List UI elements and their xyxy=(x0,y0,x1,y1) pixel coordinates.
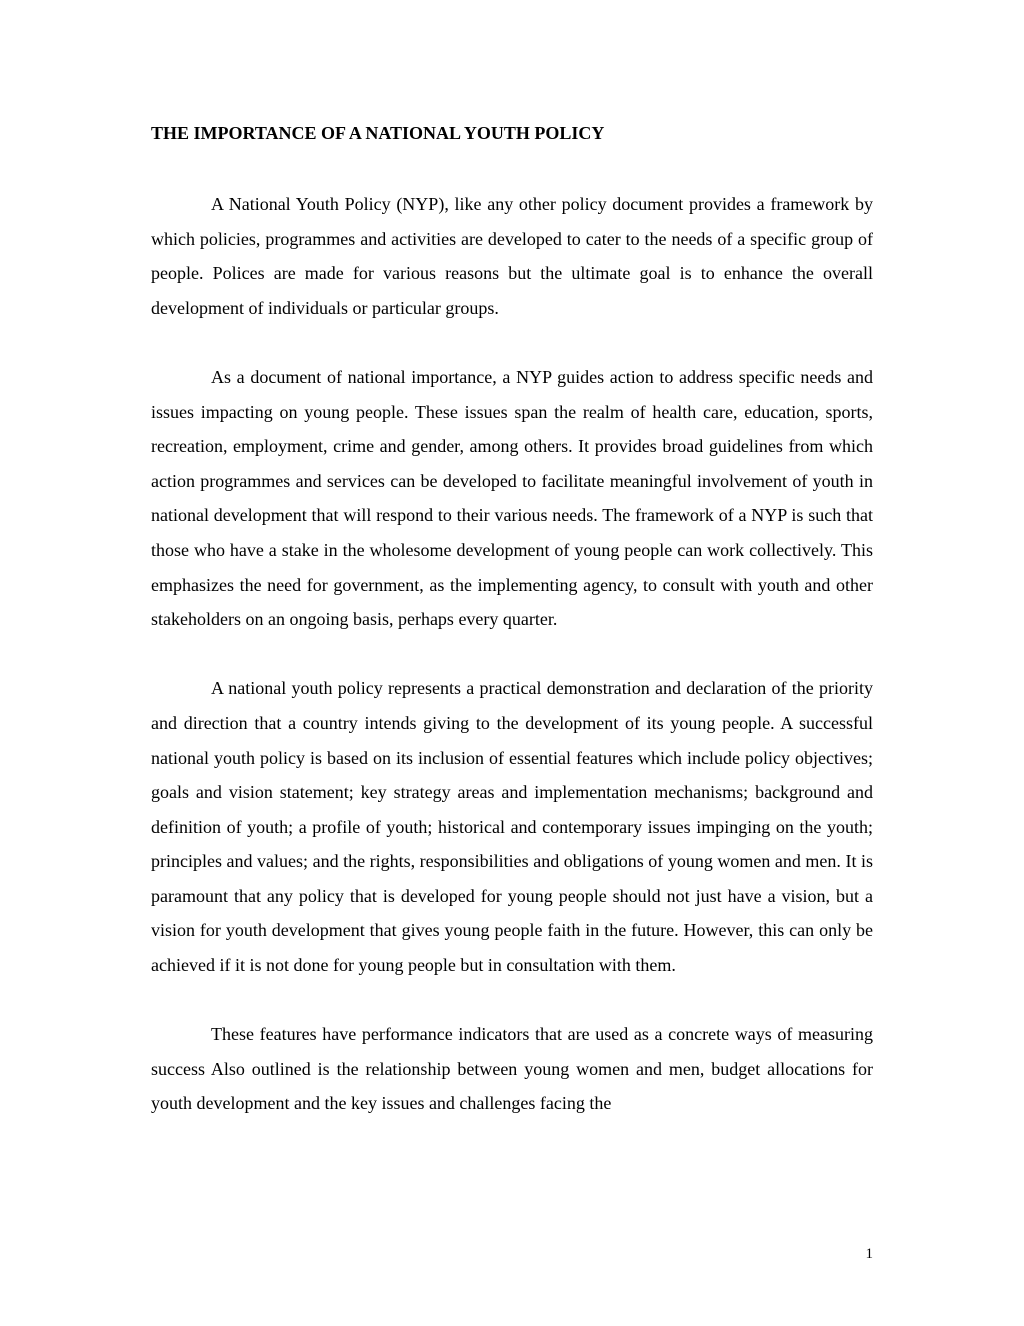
document-title: THE IMPORTANCE OF A NATIONAL YOUTH POLICY xyxy=(151,123,605,143)
paragraph-3: A national youth policy represents a practical demonstration and declaration of the priority and direction that a country intends giving to the development of its young people. A successful national youth policy is based on its inclusion of essential features which include policy objectives; goals and vision statement; key strategy areas and implementation mechanisms; background and definition of youth; a profile of youth; historical and contemporary issues impinging on the youth; principles and values; and the rights, responsibilities and obligations of young women and men. It is paramount that any policy that is developed for young people should not just have a vision, but a vision for youth development that gives young people faith in the future. However, this can only be achieved if it is not done for young people but in consultation with them. xyxy=(151,678,873,976)
paragraph-2: As a document of national importance, a NYP guides action to address specific needs and issues impacting on young people. These issues span the realm of health care, education, sports, recreation, employment, crime and gender, among others. It provides broad guidelines from which action programmes and services can be developed to facilitate meaningful involvement of youth in national development that will respond to their various needs. The framework of a NYP is such that those who have a stake in the wholesome development of young people can work collectively. This emphasizes the need for government, as the implementing agency, to consult with youth and other stakeholders on an ongoing basis, perhaps every quarter. xyxy=(151,366,873,630)
page-number: 1 xyxy=(865,1246,873,1262)
paragraph-1: A National Youth Policy (NYP), like any other policy document provides a framework by which policies, programmes and activities are developed to cater to the needs of a specific group of people. Polices are made for various reasons but the ultimate goal is to enhance the overall development of individuals or particular groups. xyxy=(151,194,873,318)
document-body xyxy=(151,119,873,1121)
paragraph-4: These features have performance indicators that are used as a concrete ways of measuring success Also outlined is the relationship between young women and men, budget allocations for youth development and the key issues and challenges facing the xyxy=(151,1024,873,1114)
